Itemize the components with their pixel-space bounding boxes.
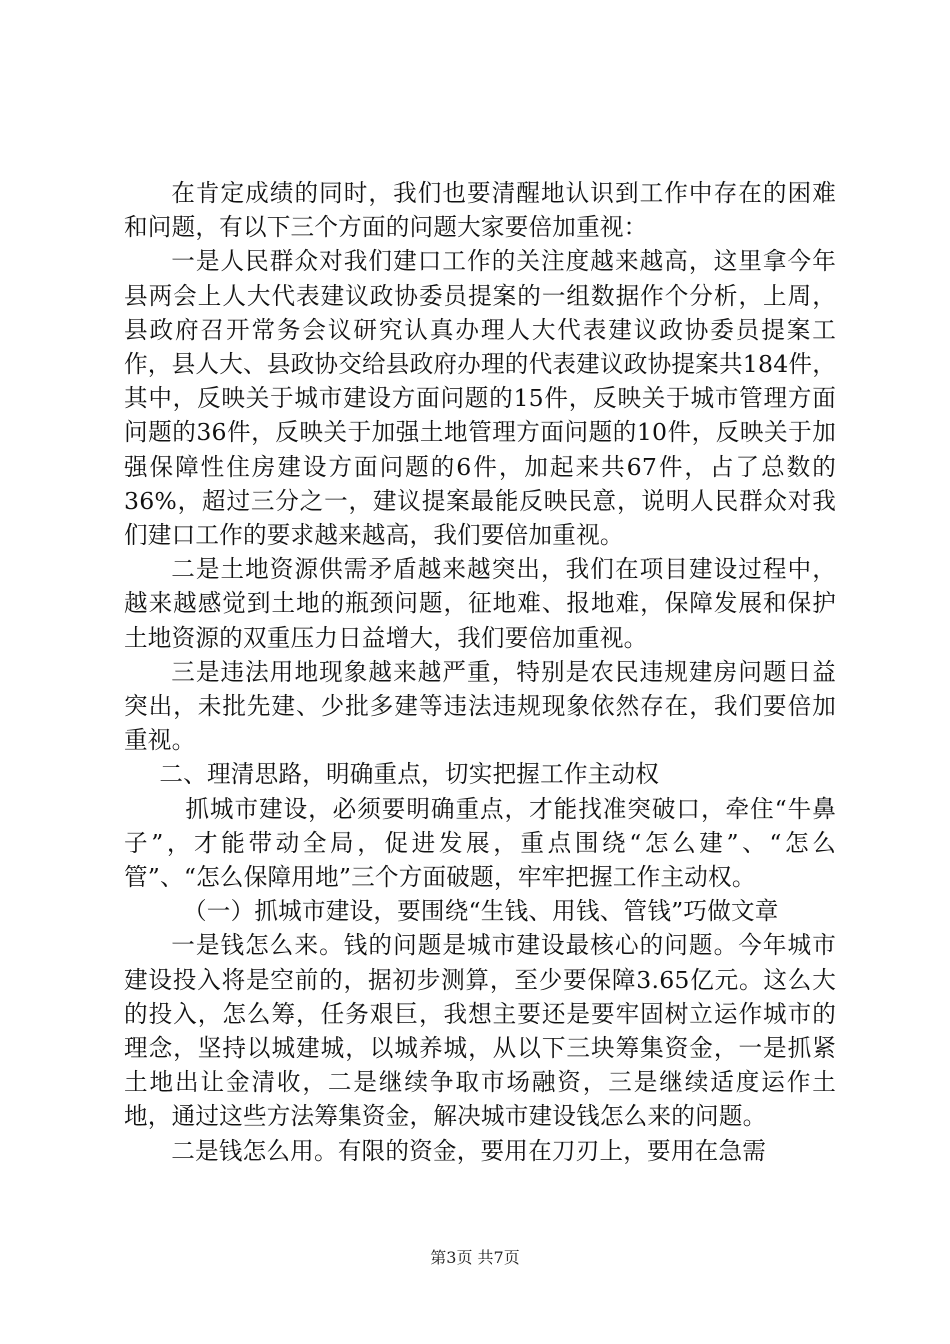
paragraph-money-source: 一是钱怎么来。钱的问题是城市建设最核心的问题。今年城市建设投入将是空前的，据初步测算，至少要保障3.65亿元。这么大的投入，怎么筹，任务艰巨，我想主要还是要牢固树立运作城市的理念，坚持以城建城，以城养城，从以下三块筹集资金，一是抓紧土地出让金清收，二是继续争取市场融资，三是继续适度运作土地，通过这些方法筹集资金，解决城市建设钱怎么来的问题。 xyxy=(124,931,836,1131)
paragraph-point-three: 三是违法用地现象越来越严重，特别是农民违规建房问题日益突出，未批先建、少批多建等违法违规现象依然存在，我们要倍加重视。 xyxy=(124,657,836,755)
paragraph-point-two: 二是土地资源供需矛盾越来越突出，我们在项目建设过程中，越来越感觉到土地的瓶颈问题，征地难、报地难，保障发展和保护土地资源的双重压力日益增大，我们要倍加重视。 xyxy=(124,555,836,652)
section-heading-two: 二、理清思路，明确重点，切实把握工作主动权 xyxy=(159,760,660,789)
document-body xyxy=(124,176,836,1168)
paragraph-section-two-intro: 抓城市建设，必须要明确重点，才能找准突破口，牵住“牛鼻子”，才能带动全局，促进发展，重点围绕“怎么建”、“怎么管”、“怎么保障用地”三个方面破题，牢牢把握工作主动权。 xyxy=(124,794,836,892)
paragraph-intro: 在肯定成绩的同时，我们也要清醒地认识到工作中存在的困难和问题，有以下三个方面的问题大家要倍加重视： xyxy=(124,179,836,242)
paragraph-money-use: 二是钱怎么用。有限的资金，要用在刀刃上，要用在急需 xyxy=(171,1136,767,1165)
subsection-heading-one: （一）抓城市建设，要围绕“生钱、用钱、管钱”巧做文章 xyxy=(183,897,779,926)
page-number-label: 第3页 共7页 xyxy=(430,1248,520,1267)
page-footer xyxy=(0,1248,950,1268)
paragraph-point-one: 一是人民群众对我们建口工作的关注度越来越高，这里拿今年县两会上人大代表建议政协委员提案的一组数据作个分析，上周，县政府召开常务会议研究认真办理人大代表建议政协委员提案工作，县人大、县政协交给县政府办理的代表建议政协提案共184件，其中，反映关于城市建设方面问题的15件，反映关于城市管理方面问题的36件，反映关于加强土地管理方面问题的10件，反映关于加强保障性住房建设方面问题的6件，加起来共67件，占了总数的36%，超过三分之一，建议提案最能反映民意，说明人民群众对我们建口工作的要求越来越高，我们要倍加重视。 xyxy=(124,247,836,550)
